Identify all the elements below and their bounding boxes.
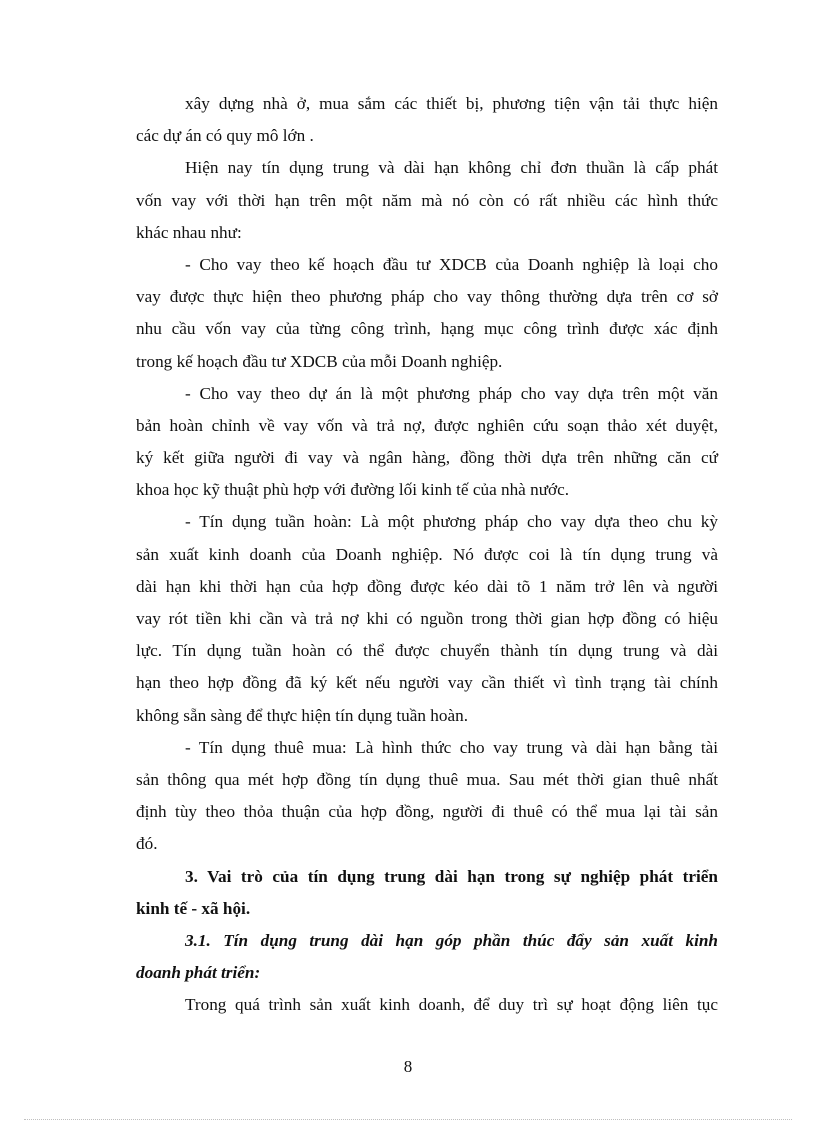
document-body [136,88,718,1021]
section-heading-line: 3. Vai trò của tín dụng trung dài hạn trong sự nghiệp phát triển [185,866,718,886]
section-heading-line: kinh tế - xã hội. [136,898,251,918]
text-line: - Tín dụng tuần hoàn: Là một phương pháp cho vay dựa theo chu kỳ [185,512,718,532]
text-line: dài hạn khi thời hạn của hợp đồng được kéo dài tõ 1 năm trở lên và người [136,576,718,596]
text-line: không sẵn sàng để thực hiện tín dụng tuần hoàn. [136,705,469,725]
text-line: sản xuất kinh doanh của Doanh nghiệp. Nó được coi là tín dụng trung và [136,544,718,564]
text-line: lực. Tín dụng tuần hoàn có thể được chuyển thành tín dụng trung và dài [136,641,718,661]
subsection-heading-line: doanh phát triển: [136,963,261,983]
text-line: đó. [136,834,158,854]
text-line: các dự án có quy mô lớn . [136,126,314,146]
text-line: vốn vay với thời hạn trên một năm mà nó còn có rất nhiều các hình thức [136,190,718,210]
text-line: Trong quá trình sản xuất kinh doanh, để duy trì sự hoạt động liên tục [185,995,718,1015]
page-bottom-rule [24,1119,792,1120]
text-line: trong kế hoạch đầu tư XDCB của mỗi Doanh nghiệp. [136,351,503,371]
text-line: vay được thực hiện theo phương pháp cho vay thông thường dựa trên cơ sở [136,287,718,307]
text-line: Hiện nay tín dụng trung và dài hạn không chỉ đơn thuần là cấp phát [185,158,718,178]
text-line: - Tín dụng thuê mua: Là hình thức cho vay trung và dài hạn bằng tài [185,737,718,757]
text-line: hạn theo hợp đồng đã ký kết nếu người vay cần thiết vì tình trạng tài chính [136,673,718,693]
text-line: - Cho vay theo dự án là một phương pháp cho vay dựa trên một văn [185,383,718,403]
text-line: nhu cầu vốn vay của từng công trình, hạng mục công trình được xác định [136,319,718,339]
page-number: 8 [403,1057,413,1076]
text-line: định tùy theo thỏa thuận của hợp đồng, người đi thuê có thể mua lại tài sản [136,802,718,822]
text-line: - Cho vay theo kế hoạch đầu tư XDCB của Doanh nghiệp là loại cho [185,254,718,274]
text-line: xây dựng nhà ở, mua sắm các thiết bị, phương tiện vận tải thực hiện [185,94,718,113]
text-line: khác nhau như: [136,222,242,242]
text-line: vay rót tiền khi cần và trả nợ khi có nguồn trong thời gian hợp đồng có hiệu [136,609,718,628]
text-line: ký kết giữa người đi vay và ngân hàng, đồng thời dựa trên những căn cứ [136,448,718,468]
text-line: sản thông qua mét hợp đồng tín dụng thuê mua. Sau mét thời gian thuê nhất [136,769,718,789]
subsection-heading-line: 3.1. Tín dụng trung dài hạn góp phần thúc đẩy sản xuất kinh [185,930,718,950]
text-line: bản hoàn chỉnh về vay vốn và trả nợ, được nghiên cứu soạn thảo xét duyệt, [136,415,718,435]
text-line: khoa học kỹ thuật phù hợp với đường lối kinh tế của nhà nước. [136,480,570,500]
